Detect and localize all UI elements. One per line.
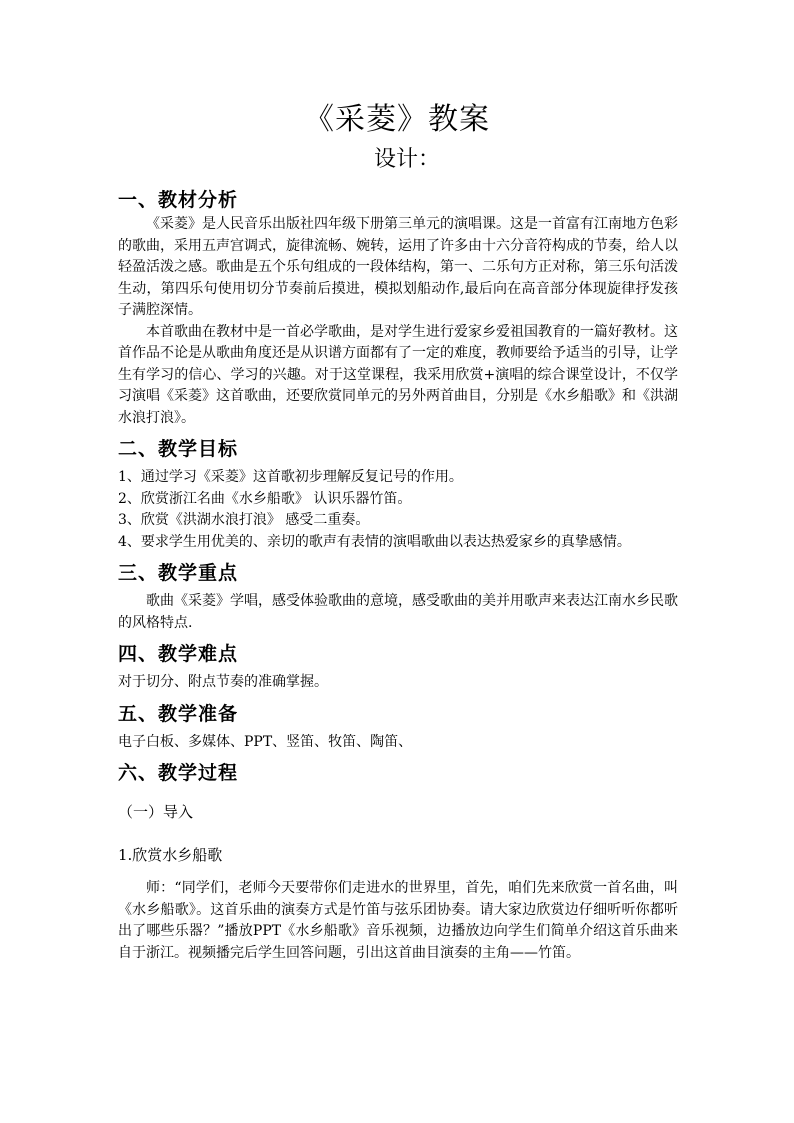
subsection-heading: （一）导入 xyxy=(118,803,194,821)
section-preparation xyxy=(118,700,678,754)
section-heading: 四、教学难点 xyxy=(118,643,239,665)
section-heading: 二、教学目标 xyxy=(118,438,239,460)
section-heading: 六、教学过程 xyxy=(118,762,239,784)
section-difficulties xyxy=(118,640,678,694)
page-title: 《采菱》教案 xyxy=(304,102,490,137)
document-body xyxy=(118,186,678,964)
paragraph: 本首歌曲在教材中是一首必学歌曲，是对学生进行爱家乡爱祖国教育的一篇好教材。这首作品不论是从歌曲角度还是从识谱方面都有了一定的难度，教师要给予适当的引导，让学生有学习的信心、学习的兴趣。对于这堂课程，我采用欣赏+演唱的综合课堂设计，不仅学习演唱《采菱》这首歌曲，还要欣赏同单元的另外两首曲目，分别是《水乡船歌》和《洪湖水浪打浪》。 xyxy=(118,323,678,426)
goal-item: 2、欣赏浙江名曲《水乡船歌》 认识乐器竹笛。 xyxy=(118,490,412,507)
section-teaching-process xyxy=(118,759,678,964)
section-heading: 五、教学准备 xyxy=(118,702,239,725)
text-line: 对于切分、附点节奏的准确掌握。 xyxy=(118,674,328,690)
designer-label: 设计： xyxy=(373,147,440,172)
goal-item: 4、要求学生用优美的、亲切的歌声有表情的演唱歌曲以表达热爱家乡的真挚感情。 xyxy=(118,533,631,550)
paragraph: 师：“同学们，老师今天要带你们走进水的世界里，首先，咱们先来欣赏一首名曲，叫《水乡船歌》。这首乐曲的演奏方式是竹笛与弦乐团协奏。请大家边欣赏边仔细听听你都听出了哪些乐器？”播放PPT《水乡船歌》音乐视频，边播放边向学生们简单介绍这首乐曲来自于浙江。视频播完后学生回答问题，引出这首曲目演奏的主角——竹笛。 xyxy=(118,880,678,961)
section-material-analysis xyxy=(118,186,678,429)
section-heading: 三、教学重点 xyxy=(118,562,239,584)
goal-item: 3、欣赏《洪湖水浪打浪》 感受二重奏。 xyxy=(118,512,370,528)
paragraph: 《采菱》是人民音乐出版社四年级下册第三单元的演唱课。这是一首富有江南地方色彩的歌曲，采用五声宫调式，旋律流畅、婉转，运用了许多由十六分音符构成的节奏，给人以轻盈活泼之感。歌曲是五个乐句组成的一段体结构，第一、二乐句方正对称，第三乐句活泼生动，第四乐句使用切分节奏前后摸进，模拟划船动作,最后向在高音部分体现旋律抒发孩子满腔深情。 xyxy=(118,216,678,318)
subsection-heading: 1.欣赏水乡船歌 xyxy=(118,846,223,864)
section-heading: 一、教材分析 xyxy=(118,189,239,211)
text-line: 电子白板、多媒体、PPT、竖笛、牧笛、陶笛、 xyxy=(118,733,413,750)
section-key-points xyxy=(118,559,678,634)
goal-item: 1、通过学习《采菱》这首歌初步理解反复记号的作用。 xyxy=(118,469,463,485)
paragraph: 歌曲《采菱》学唱，感受体验歌曲的意境，感受歌曲的美并用歌声来表达江南水乡民歌的风格特点. xyxy=(118,593,678,631)
section-teaching-goals xyxy=(118,435,678,553)
